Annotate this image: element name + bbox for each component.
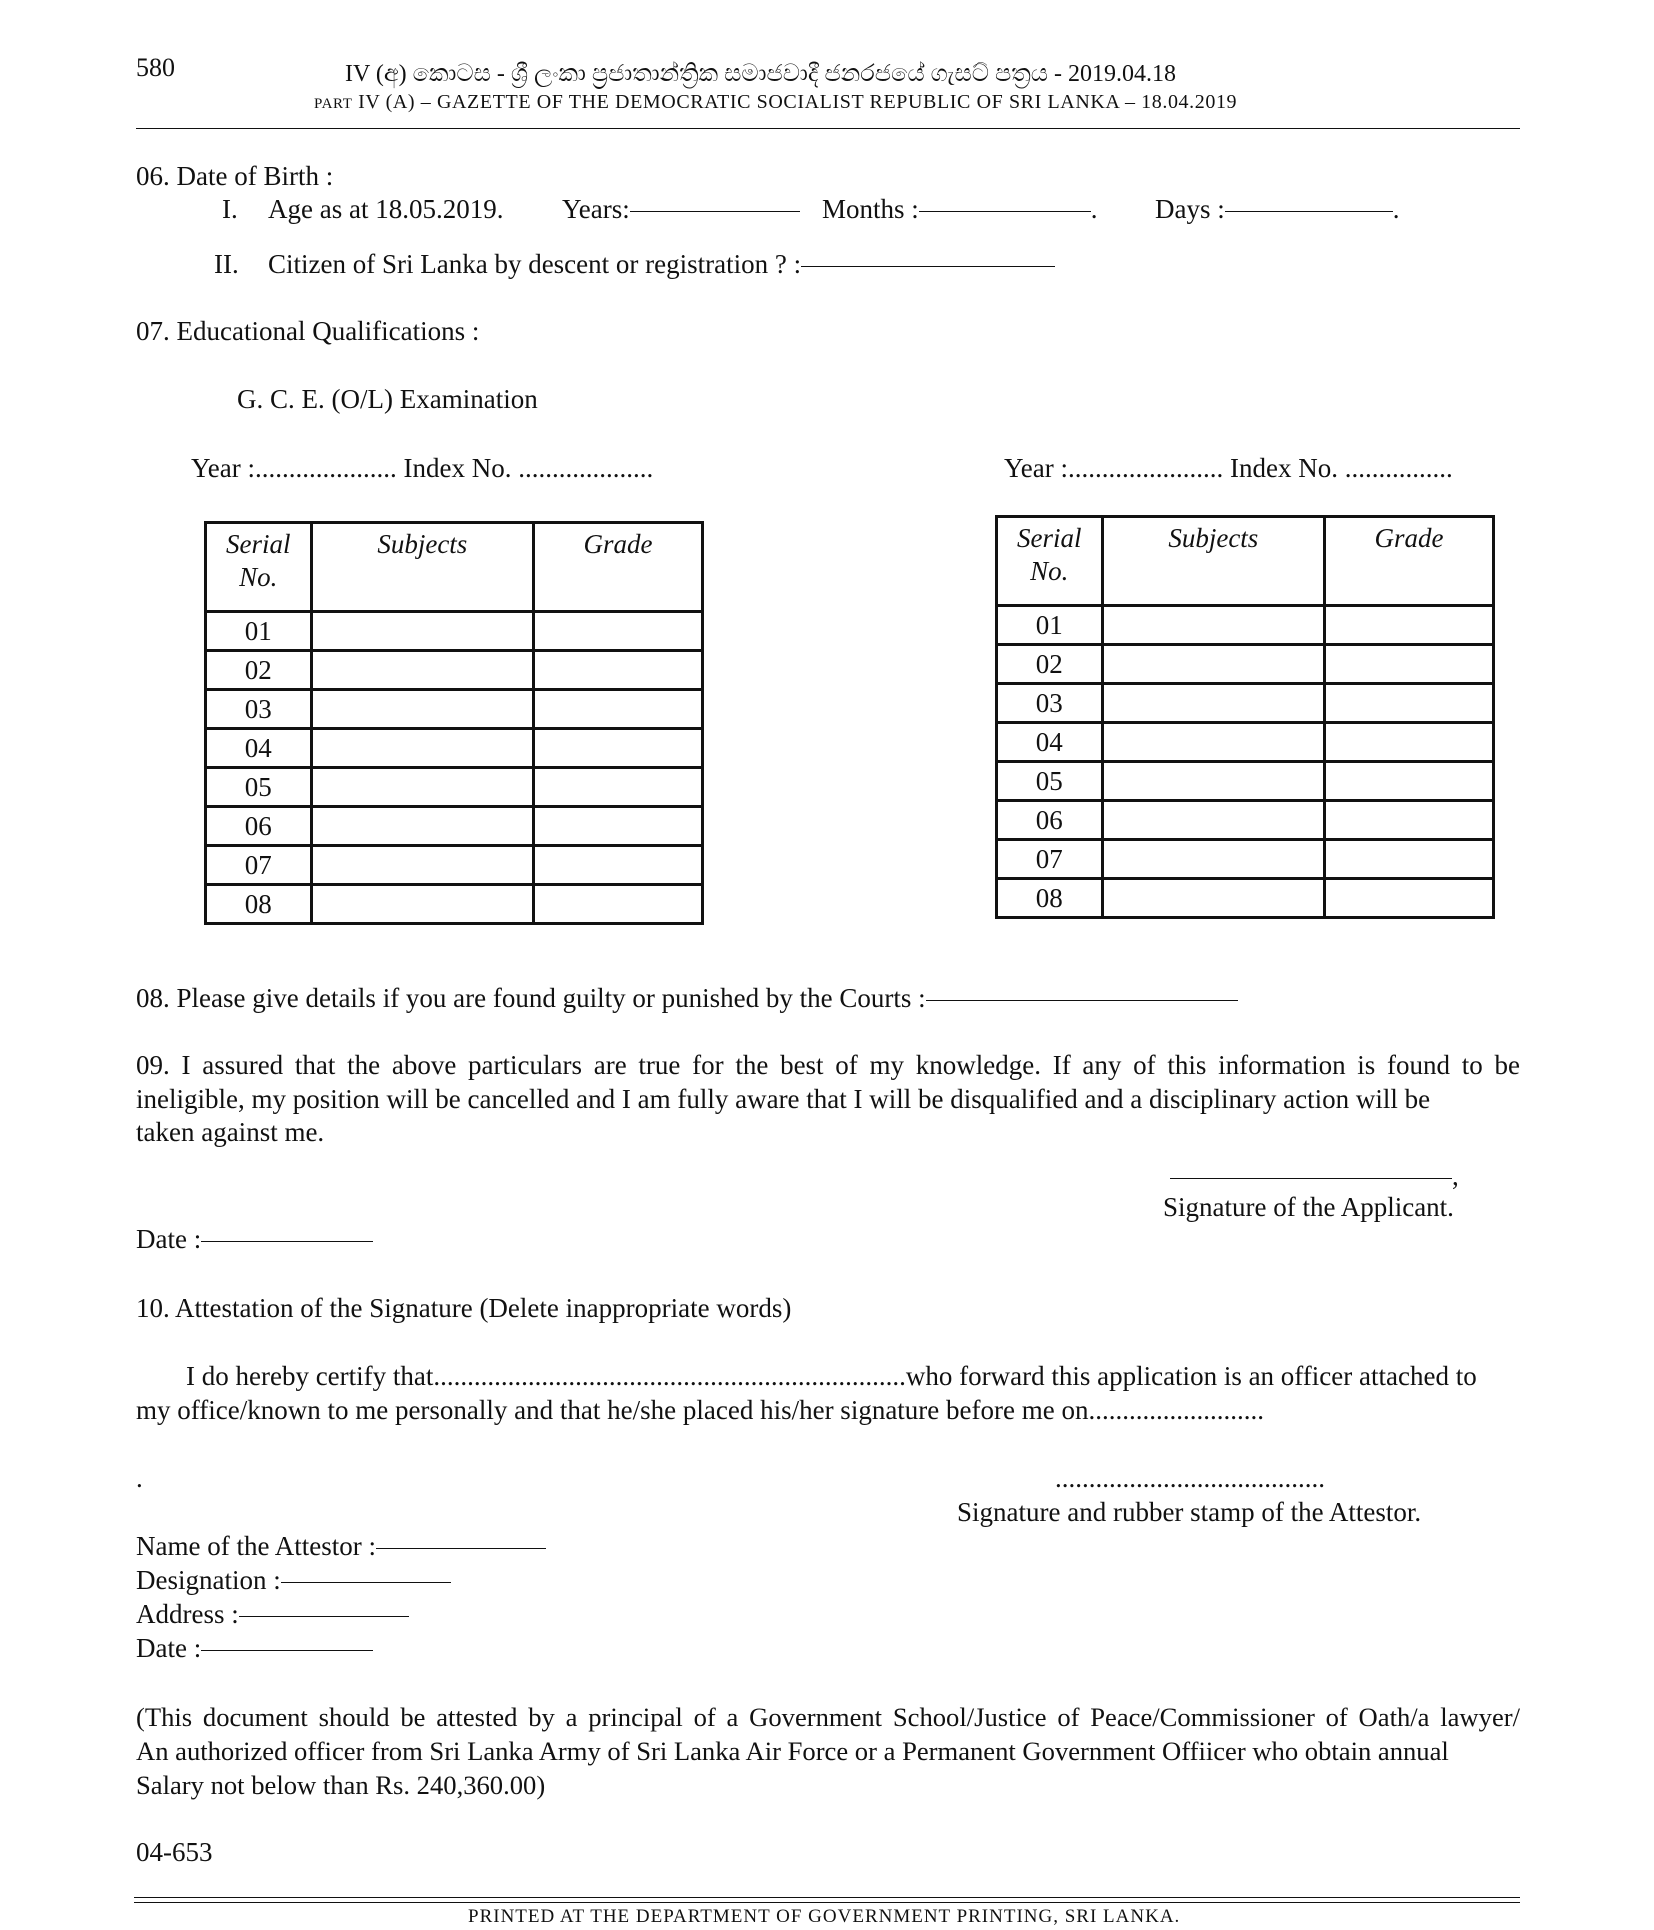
citizenship-line	[801, 266, 1055, 267]
applicant-date-field[interactable]	[136, 1223, 373, 1255]
serial-cell: 04	[997, 723, 1103, 762]
section-06-item1-number: I.	[222, 194, 238, 224]
grade-cell[interactable]	[1325, 801, 1494, 840]
subject-cell[interactable]	[1102, 801, 1325, 840]
applicant-signature-field[interactable]: ,	[1170, 1160, 1459, 1192]
section-10-heading: 10. Attestation of the Signature (Delete inappropriate words)	[136, 1293, 792, 1323]
days-line	[1225, 211, 1393, 212]
gazette-title-sinhala: IV (අ) කොටස - ශ්‍රී ලංකා ප්‍රජාතාන්ත්‍රික සමාජවාදී ජනරජයේ ගැසට් පත්‍රය - 2019.04.18	[345, 61, 1176, 87]
table-row	[997, 723, 1494, 762]
subject-cell[interactable]	[311, 729, 534, 768]
section-09-declaration: 09. I assured that the above particulars are true for the best of my knowledge. If any of this information is found to be ineligible, my position will be cancelled and I am fully aware that I will be disqualified and a disciplinary action will be	[136, 1050, 1520, 1114]
page-number: 580	[136, 53, 175, 82]
months-label: Months :	[822, 194, 919, 224]
days-label: Days :	[1155, 194, 1225, 224]
years-field[interactable]	[562, 193, 800, 225]
grade-cell[interactable]	[534, 651, 703, 690]
serial-cell: 06	[206, 807, 312, 846]
table-row	[997, 606, 1494, 645]
section-09-last-line: taken against me.	[136, 1117, 325, 1147]
attestor-address-field[interactable]	[136, 1598, 409, 1630]
subject-cell[interactable]	[1102, 762, 1325, 801]
subject-cell[interactable]	[1102, 684, 1325, 723]
serial-cell: 01	[997, 606, 1103, 645]
months-line	[919, 211, 1091, 212]
serial-cell: 08	[206, 885, 312, 924]
applicant-date-line	[201, 1241, 373, 1242]
table-row	[206, 807, 703, 846]
age-label: Age as at 18.05.2019.	[268, 194, 504, 224]
attestor-name-label: Name of the Attestor :	[136, 1531, 376, 1561]
subject-cell[interactable]	[311, 651, 534, 690]
serial-cell: 06	[997, 801, 1103, 840]
ol-results-table-left	[204, 521, 704, 925]
table-row	[997, 840, 1494, 879]
subject-cell[interactable]	[1102, 879, 1325, 918]
footer-divider-top	[134, 1897, 1520, 1898]
serial-cell: 05	[997, 762, 1103, 801]
section-07-heading: 07. Educational Qualifications :	[136, 316, 480, 346]
applicant-signature-line	[1170, 1178, 1452, 1179]
months-field[interactable]	[822, 193, 1098, 225]
grade-cell[interactable]	[534, 729, 703, 768]
ol-results-table-right	[995, 515, 1495, 919]
section-08-line	[926, 1000, 1238, 1001]
table-row	[997, 645, 1494, 684]
grade-cell[interactable]	[1325, 645, 1494, 684]
attestor-designation-field[interactable]	[136, 1564, 451, 1596]
months-dot: .	[1090, 194, 1098, 224]
attestation-note-line-1: (This document should be attested by a principal of a Government School/Justice of Peace/Commissioner of Oath/a lawyer/	[136, 1702, 1520, 1732]
grade-cell[interactable]	[1325, 879, 1494, 918]
left-year-index-field[interactable]: Year :..................... Index No. ....................	[191, 453, 654, 483]
serial-cell: 04	[206, 729, 312, 768]
subject-cell[interactable]	[1102, 606, 1325, 645]
certify-line-2[interactable]: my office/known to me personally and that he/she placed his/her signature before me on..........................	[136, 1395, 1264, 1425]
citizenship-field[interactable]	[268, 248, 1055, 280]
table-header-row	[997, 517, 1494, 606]
table-row	[997, 762, 1494, 801]
grade-cell[interactable]	[1325, 762, 1494, 801]
subject-cell[interactable]	[311, 885, 534, 924]
days-dot: .	[1392, 194, 1400, 224]
serial-cell: 07	[997, 840, 1103, 879]
grade-cell[interactable]	[1325, 684, 1494, 723]
table-row	[206, 651, 703, 690]
right-year-index-field[interactable]: Year :....................... Index No. ................	[1004, 453, 1453, 483]
gazette-title-text: IV (A) – GAZETTE OF THE DEMOCRATIC SOCIALIST REPUBLIC OF SRI LANKA – 18.04.2019	[352, 91, 1238, 113]
subject-cell[interactable]	[1102, 840, 1325, 879]
attestor-name-field[interactable]	[136, 1530, 546, 1562]
attestor-address-line	[239, 1616, 409, 1617]
header-serial: Serial No.	[997, 517, 1103, 606]
attestor-address-label: Address :	[136, 1599, 239, 1629]
grade-cell[interactable]	[534, 768, 703, 807]
serial-cell: 01	[206, 612, 312, 651]
subject-cell[interactable]	[311, 846, 534, 885]
certify-line-1[interactable]: I do hereby certify that......................................................................who forward this application is an officer attached to	[186, 1361, 1477, 1391]
table-row	[206, 846, 703, 885]
table-row	[206, 690, 703, 729]
attestor-date-field[interactable]	[136, 1632, 373, 1664]
subject-cell[interactable]	[311, 768, 534, 807]
header-serial: Serial No.	[206, 523, 312, 612]
days-field[interactable]	[1155, 193, 1400, 225]
gazette-title-english	[314, 90, 1237, 116]
section-08-field[interactable]	[136, 982, 1238, 1014]
serial-cell: 02	[997, 645, 1103, 684]
serial-cell: 08	[997, 879, 1103, 918]
subject-cell[interactable]	[311, 807, 534, 846]
grade-cell[interactable]	[534, 885, 703, 924]
table-row	[997, 879, 1494, 918]
subject-cell[interactable]	[1102, 723, 1325, 762]
attestor-designation-label: Designation :	[136, 1565, 281, 1595]
applicant-signature-label: Signature of the Applicant.	[1163, 1192, 1454, 1222]
serial-cell: 05	[206, 768, 312, 807]
grade-cell[interactable]	[534, 846, 703, 885]
applicant-date-label: Date :	[136, 1224, 202, 1254]
subject-cell[interactable]	[311, 612, 534, 651]
years-label: Years:	[562, 194, 630, 224]
subject-cell[interactable]	[1102, 645, 1325, 684]
table-row	[206, 612, 703, 651]
subject-cell[interactable]	[311, 690, 534, 729]
grade-cell[interactable]	[534, 690, 703, 729]
serial-cell: 07	[206, 846, 312, 885]
header-divider	[136, 128, 1520, 129]
grade-cell[interactable]	[1325, 723, 1494, 762]
header-subjects: Subjects	[311, 523, 534, 612]
reference-number: 04-653	[136, 1837, 213, 1867]
exam-title: G. C. E. (O/L) Examination	[237, 384, 538, 414]
table-row	[206, 768, 703, 807]
table-row	[997, 801, 1494, 840]
grade-cell[interactable]	[534, 612, 703, 651]
years-line	[630, 211, 800, 212]
section-08-label: 08. Please give details if you are found guilty or punished by the Courts :	[136, 983, 926, 1013]
attestor-signature-label: Signature and rubber stamp of the Attestor.	[957, 1497, 1422, 1527]
gazette-part-label: PART	[314, 96, 353, 112]
serial-cell: 03	[206, 690, 312, 729]
section-06-item2-number: II.	[214, 249, 239, 279]
header-grade: Grade	[534, 523, 703, 612]
attestation-note-line-2: An authorized officer from Sri Lanka Army of Sri Lanka Air Force or a Permanent Government Offiicer who obtain annual	[136, 1736, 1449, 1766]
table-row	[997, 684, 1494, 723]
table-row	[206, 885, 703, 924]
attestor-name-line	[376, 1548, 546, 1549]
attestor-signature-dots[interactable]: ........................................	[1055, 1463, 1325, 1493]
attestor-designation-line	[281, 1582, 451, 1583]
section-06-heading: 06. Date of Birth :	[136, 161, 334, 191]
attestor-date-label: Date :	[136, 1633, 202, 1663]
attestation-note-line-3: Salary not below than Rs. 240,360.00)	[136, 1770, 546, 1800]
grade-cell[interactable]	[1325, 606, 1494, 645]
table-header-row	[206, 523, 703, 612]
printer-footer: PRINTED AT THE DEPARTMENT OF GOVERNMENT PRINTING, SRI LANKA.	[468, 1906, 1181, 1927]
table-row	[206, 729, 703, 768]
stray-dot: .	[136, 1463, 143, 1493]
footer-divider-bottom	[134, 1902, 1520, 1903]
attestor-date-line	[201, 1650, 373, 1651]
serial-cell: 03	[997, 684, 1103, 723]
grade-cell[interactable]	[1325, 840, 1494, 879]
header-subjects: Subjects	[1102, 517, 1325, 606]
header-grade: Grade	[1325, 517, 1494, 606]
grade-cell[interactable]	[534, 807, 703, 846]
citizenship-label: Citizen of Sri Lanka by descent or registration ? :	[268, 249, 802, 279]
serial-cell: 02	[206, 651, 312, 690]
